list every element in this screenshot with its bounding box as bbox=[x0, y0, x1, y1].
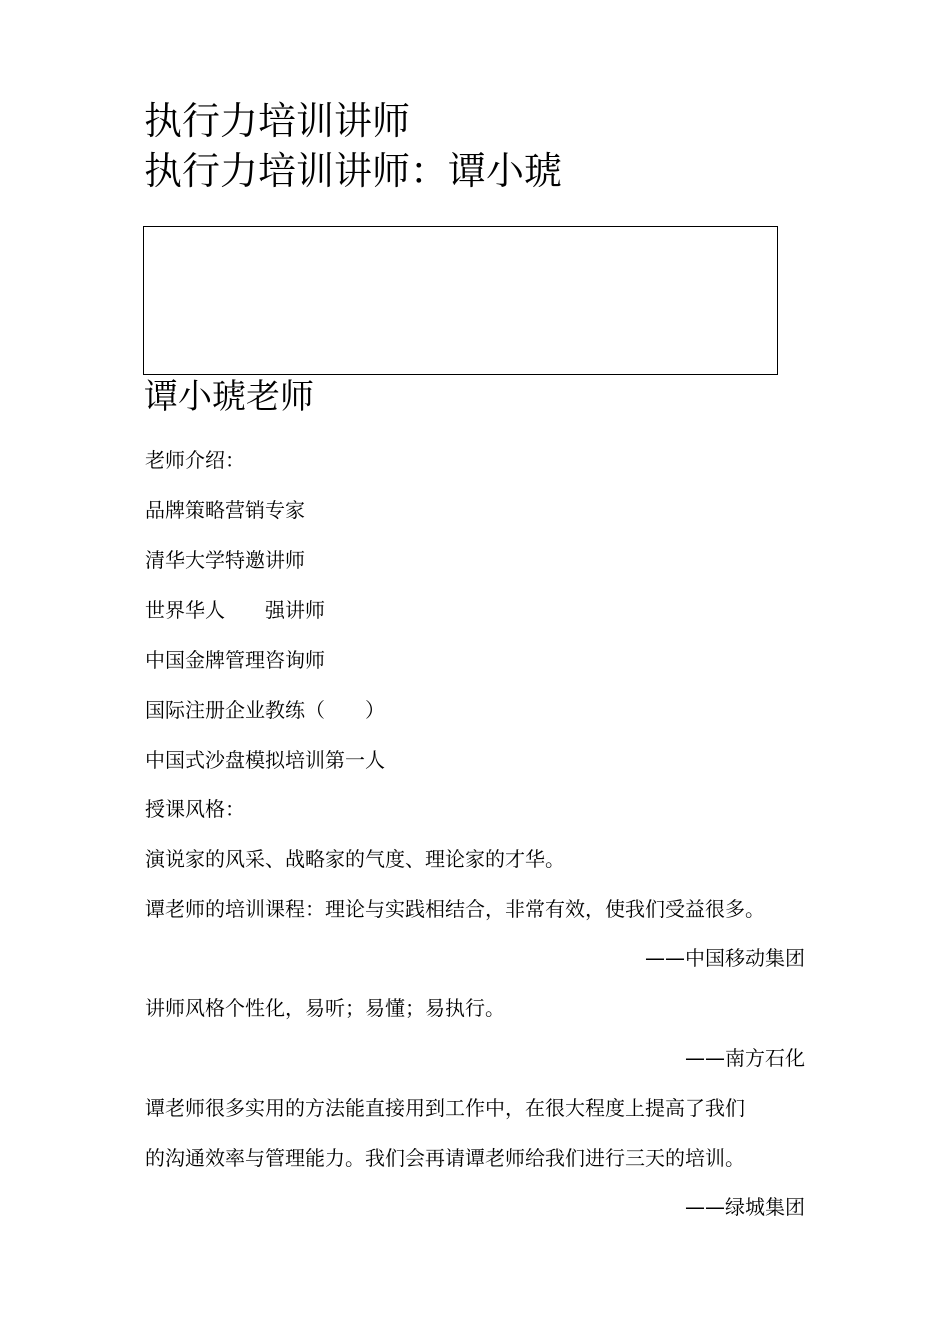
intro-heading: 老师介绍： bbox=[145, 448, 245, 472]
title-item: 清华大学特邀讲师 bbox=[145, 548, 305, 572]
title-item: 中国式沙盘模拟培训第一人 bbox=[145, 748, 385, 772]
page-title: 执行力培训讲师 bbox=[144, 99, 411, 143]
testimonial-source: ——绿城集团 bbox=[685, 1195, 805, 1219]
title-item: 世界华人 强讲师 bbox=[145, 598, 325, 622]
image-placeholder bbox=[143, 226, 778, 375]
style-heading: 授课风格： bbox=[145, 797, 245, 821]
testimonial-text: 的沟通效率与管理能力。我们会再请谭老师给我们进行三天的培训。 bbox=[145, 1146, 745, 1170]
testimonial-source: ——南方石化 bbox=[685, 1046, 805, 1070]
testimonial-source: ——中国移动集团 bbox=[645, 946, 805, 970]
style-text: 演说家的风采、战略家的气度、理论家的才华。 bbox=[145, 847, 565, 871]
page-subtitle: 执行力培训讲师：谭小琥 bbox=[144, 149, 563, 193]
testimonial-text: 讲师风格个性化，易听；易懂；易执行。 bbox=[145, 996, 505, 1020]
title-item: 国际注册企业教练（ ） bbox=[145, 698, 385, 722]
title-item: 中国金牌管理咨询师 bbox=[145, 648, 325, 672]
teacher-name-heading: 谭小琥老师 bbox=[144, 377, 314, 417]
testimonial-text: 谭老师很多实用的方法能直接用到工作中，在很大程度上提高了我们 bbox=[145, 1096, 745, 1120]
testimonial-text: 谭老师的培训课程：理论与实践相结合，非常有效，使我们受益很多。 bbox=[145, 897, 765, 921]
title-item: 品牌策略营销专家 bbox=[145, 498, 305, 522]
